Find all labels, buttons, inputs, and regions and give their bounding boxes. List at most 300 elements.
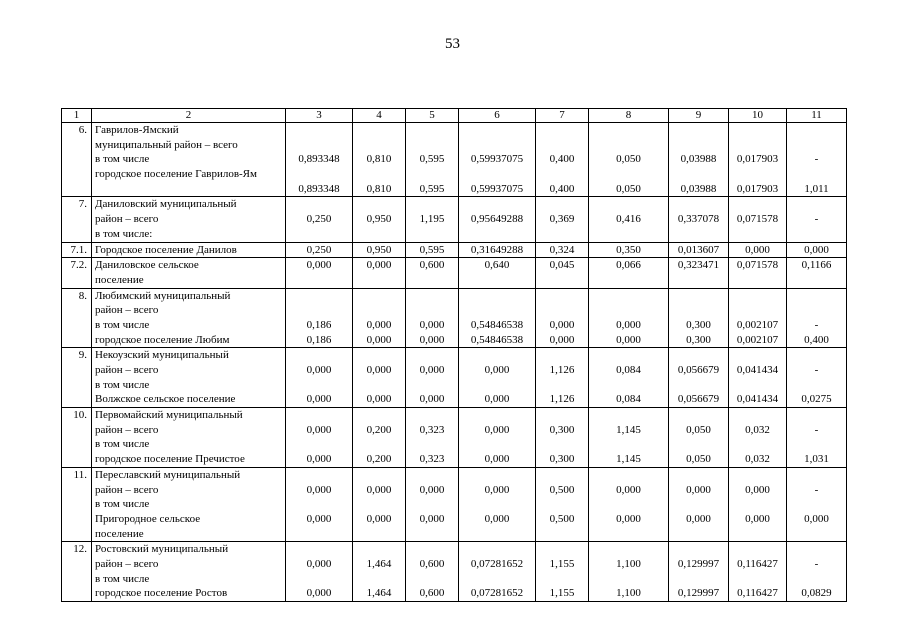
value-cell-col-3 <box>286 408 353 468</box>
name-line: Пригородное сельское <box>95 512 201 525</box>
value-cell-col-7 <box>536 348 589 408</box>
value-line <box>538 408 586 423</box>
value-line <box>461 123 533 138</box>
value-line <box>789 542 844 557</box>
value-line <box>671 227 726 242</box>
value-line: 0,000 <box>484 512 510 525</box>
value-line <box>671 348 726 363</box>
value-line: 0,54846538 <box>470 318 524 331</box>
value-line <box>538 289 586 304</box>
value-cell-col-11 <box>787 123 847 197</box>
value-line <box>731 378 784 393</box>
name-line: Первомайский муниципальный <box>95 409 243 422</box>
value-line <box>461 408 533 423</box>
value-line <box>731 227 784 242</box>
value-cell-col-7 <box>536 197 589 242</box>
value-line: 0,595 <box>419 243 445 256</box>
value-line <box>461 273 533 288</box>
value-line: 0,041434 <box>736 393 779 406</box>
value-line <box>671 167 726 182</box>
value-line: 0,000 <box>366 259 392 272</box>
value-cell-col-9 <box>669 467 729 541</box>
value-cell-col-3 <box>286 123 353 197</box>
table-row <box>62 258 847 288</box>
value-line <box>591 167 666 182</box>
value-line: 0,0275 <box>801 393 832 406</box>
value-line: 0,032 <box>745 423 770 436</box>
value-line <box>671 273 726 288</box>
value-cell-col-9 <box>669 242 729 258</box>
row-name <box>92 242 286 258</box>
column-header: 10 <box>729 109 787 123</box>
value-line: 0,045 <box>549 259 575 272</box>
value-line: 0,03988 <box>680 153 717 166</box>
value-line: 0,050 <box>686 423 711 436</box>
value-line: 0,600 <box>419 557 445 570</box>
value-line <box>538 273 586 288</box>
value-line <box>591 542 666 557</box>
value-cell-col-10 <box>729 542 787 602</box>
value-cell-col-3 <box>286 542 353 602</box>
value-line <box>408 123 456 138</box>
value-line <box>538 197 586 212</box>
name-line: Даниловский муниципальный <box>95 198 237 211</box>
value-line: 0,000 <box>419 318 445 331</box>
value-line <box>461 303 533 318</box>
row-number: 9. <box>62 348 92 408</box>
value-line: 0,000 <box>804 243 829 256</box>
value-line: 0,000 <box>419 364 445 377</box>
value-cell-col-3 <box>286 288 353 348</box>
value-cell-col-10 <box>729 408 787 468</box>
value-line <box>671 572 726 587</box>
value-line <box>538 138 586 153</box>
value-line: 0,050 <box>686 453 711 466</box>
value-line: 0,000 <box>306 512 332 525</box>
value-cell-col-5 <box>406 467 459 541</box>
value-line <box>355 273 403 288</box>
value-line <box>288 123 350 138</box>
value-line <box>355 378 403 393</box>
value-line: 1,100 <box>616 557 641 570</box>
value-line: 0,000 <box>616 318 641 331</box>
value-line <box>671 468 726 483</box>
row-name <box>92 348 286 408</box>
value-line <box>538 542 586 557</box>
value-line: 0,000 <box>419 333 445 346</box>
column-header: 6 <box>459 109 536 123</box>
value-cell-col-10 <box>729 197 787 242</box>
table-row <box>62 542 847 602</box>
value-line: 0,050 <box>616 182 641 195</box>
value-line: 0,400 <box>549 182 575 195</box>
value-line: 0,03988 <box>680 182 717 195</box>
value-line: 0,000 <box>549 333 575 346</box>
value-line <box>789 138 844 153</box>
value-line: 1,464 <box>366 587 392 600</box>
value-line: 0,017903 <box>736 153 779 166</box>
value-cell-col-8 <box>589 197 669 242</box>
value-line: 0,000 <box>366 333 392 346</box>
value-cell-col-3 <box>286 258 353 288</box>
value-line <box>671 408 726 423</box>
row-number: 10. <box>62 408 92 468</box>
value-line <box>591 197 666 212</box>
value-line <box>538 303 586 318</box>
value-line: 0,000 <box>366 393 392 406</box>
value-line <box>288 227 350 242</box>
value-line <box>789 572 844 587</box>
name-line: в том числе <box>95 153 150 166</box>
value-cell-col-5 <box>406 408 459 468</box>
value-cell-col-11 <box>787 197 847 242</box>
value-line <box>461 542 533 557</box>
value-cell-col-8 <box>589 288 669 348</box>
value-cell-col-11 <box>787 408 847 468</box>
row-number: 7.2. <box>62 258 92 288</box>
value-line <box>671 437 726 452</box>
value-cell-col-4 <box>353 542 406 602</box>
value-line <box>355 542 403 557</box>
value-line: 0,000 <box>306 259 332 272</box>
value-line: 0,59937075 <box>470 182 524 195</box>
value-line: 0,000 <box>616 333 641 346</box>
value-cell-col-5 <box>406 197 459 242</box>
value-line <box>591 289 666 304</box>
name-line: район – всего <box>95 213 159 226</box>
value-line: - <box>814 318 819 331</box>
column-header: 11 <box>787 109 847 123</box>
value-cell-col-9 <box>669 542 729 602</box>
column-header: 4 <box>353 109 406 123</box>
value-line <box>591 273 666 288</box>
value-line <box>408 572 456 587</box>
value-line: 0,595 <box>419 182 445 195</box>
value-line: 0,000 <box>306 453 332 466</box>
value-line <box>789 348 844 363</box>
value-line <box>355 527 403 542</box>
value-line: 0,000 <box>306 364 332 377</box>
row-name <box>92 542 286 602</box>
value-line: 1,155 <box>549 557 575 570</box>
name-line: городское поселение Гаврилов-Ям <box>95 168 257 181</box>
value-line <box>538 227 586 242</box>
value-line: 0,000 <box>484 483 510 496</box>
value-line <box>538 123 586 138</box>
table-body <box>62 109 847 602</box>
value-line: 0,950 <box>366 243 392 256</box>
value-line: 0,000 <box>419 483 445 496</box>
value-cell-col-4 <box>353 242 406 258</box>
value-line <box>288 527 350 542</box>
value-line: 0,000 <box>306 423 332 436</box>
value-line <box>538 437 586 452</box>
row-name <box>92 408 286 468</box>
value-line <box>731 468 784 483</box>
value-line <box>789 197 844 212</box>
value-line: 0,032 <box>745 453 770 466</box>
value-line: 0,002107 <box>736 333 779 346</box>
value-cell-col-10 <box>729 467 787 541</box>
value-line: 0,323471 <box>677 259 720 272</box>
value-line <box>461 468 533 483</box>
value-line <box>408 527 456 542</box>
value-line: 0,07281652 <box>470 557 524 570</box>
value-line: 0,084 <box>616 393 641 406</box>
value-line: 0,000 <box>686 512 711 525</box>
value-line <box>408 468 456 483</box>
value-cell-col-7 <box>536 288 589 348</box>
value-line: 0,056679 <box>677 393 720 406</box>
value-line <box>591 138 666 153</box>
value-line <box>408 497 456 512</box>
value-line <box>731 123 784 138</box>
value-line: 0,337078 <box>677 213 720 226</box>
value-line: 0,810 <box>366 182 392 195</box>
value-line <box>355 289 403 304</box>
value-line <box>789 527 844 542</box>
row-name <box>92 288 286 348</box>
value-line: 0,000 <box>616 483 641 496</box>
value-line <box>671 138 726 153</box>
column-header: 7 <box>536 109 589 123</box>
value-line: 0,071578 <box>736 213 779 226</box>
value-line <box>731 303 784 318</box>
value-cell-col-7 <box>536 467 589 541</box>
value-line: 0,002107 <box>736 318 779 331</box>
value-line <box>789 437 844 452</box>
name-line: поселение <box>95 273 144 286</box>
value-cell-col-11 <box>787 348 847 408</box>
value-line <box>591 123 666 138</box>
value-cell-col-3 <box>286 467 353 541</box>
value-line: 0,500 <box>549 483 575 496</box>
value-line <box>731 572 784 587</box>
value-line: 1,145 <box>616 453 641 466</box>
table-row <box>62 408 847 468</box>
value-cell-col-8 <box>589 258 669 288</box>
value-cell-col-8 <box>589 467 669 541</box>
value-line <box>731 348 784 363</box>
value-line <box>671 303 726 318</box>
value-cell-col-6 <box>459 542 536 602</box>
value-line <box>789 123 844 138</box>
name-line: Городское поселение Данилов <box>95 243 237 256</box>
value-cell-col-4 <box>353 288 406 348</box>
name-line: Гаврилов-Ямский <box>95 124 179 136</box>
value-line <box>591 527 666 542</box>
value-line <box>355 227 403 242</box>
value-cell-col-6 <box>459 242 536 258</box>
value-line: 0,000 <box>306 557 332 570</box>
value-line <box>591 408 666 423</box>
value-cell-col-6 <box>459 288 536 348</box>
value-line: 0,59937075 <box>470 153 524 166</box>
value-line <box>789 289 844 304</box>
value-line: 0,017903 <box>736 182 779 195</box>
value-cell-col-7 <box>536 123 589 197</box>
value-cell-col-11 <box>787 467 847 541</box>
row-number: 7. <box>62 197 92 242</box>
value-line <box>288 572 350 587</box>
row-number: 7.1. <box>62 242 92 258</box>
value-cell-col-4 <box>353 123 406 197</box>
value-line: 1,195 <box>419 213 445 226</box>
value-line <box>461 497 533 512</box>
value-cell-col-4 <box>353 348 406 408</box>
value-line <box>288 303 350 318</box>
value-line <box>408 437 456 452</box>
value-line: 1,031 <box>804 453 829 466</box>
table-header-row <box>62 109 847 123</box>
value-line: 0,186 <box>306 333 332 346</box>
name-line: муниципальный район – всего <box>95 138 238 151</box>
value-line: 0,116427 <box>737 587 778 600</box>
value-line: 0,041434 <box>736 364 779 377</box>
value-line <box>461 227 533 242</box>
table-row <box>62 123 847 197</box>
value-line: 0,000 <box>366 318 392 331</box>
value-line: 0,000 <box>366 364 392 377</box>
value-line: 0,013607 <box>677 243 720 256</box>
name-line: район – всего <box>95 423 159 436</box>
table-row <box>62 288 847 348</box>
table-row <box>62 197 847 242</box>
value-line <box>671 289 726 304</box>
value-line: 0,95649288 <box>470 213 524 226</box>
value-line <box>288 542 350 557</box>
value-line <box>408 138 456 153</box>
value-line: 0,000 <box>306 393 332 406</box>
value-line <box>671 123 726 138</box>
value-line: 0,950 <box>366 213 392 226</box>
value-line <box>538 497 586 512</box>
value-line <box>288 437 350 452</box>
table-row <box>62 467 847 541</box>
row-name <box>92 467 286 541</box>
value-line <box>789 273 844 288</box>
value-line: - <box>814 557 819 570</box>
value-line <box>408 227 456 242</box>
row-number: 11. <box>62 467 92 541</box>
value-cell-col-11 <box>787 242 847 258</box>
value-cell-col-11 <box>787 258 847 288</box>
value-line: 0,000 <box>804 512 829 525</box>
value-line <box>731 408 784 423</box>
value-line <box>461 197 533 212</box>
value-cell-col-10 <box>729 288 787 348</box>
value-line <box>731 527 784 542</box>
value-line: 0,000 <box>306 587 332 600</box>
value-line: 0,1166 <box>801 259 832 272</box>
value-line: - <box>814 423 819 436</box>
value-cell-col-5 <box>406 288 459 348</box>
name-line: Переславский муниципальный <box>95 468 241 481</box>
value-line: 0,000 <box>549 318 575 331</box>
table-row <box>62 242 847 258</box>
value-line <box>408 348 456 363</box>
value-line <box>591 572 666 587</box>
name-line: в том числе <box>95 378 150 391</box>
value-cell-col-6 <box>459 408 536 468</box>
name-line: в том числе <box>95 438 150 451</box>
value-line: - <box>814 483 819 496</box>
value-cell-col-6 <box>459 348 536 408</box>
value-line <box>538 468 586 483</box>
value-cell-col-9 <box>669 288 729 348</box>
row-number: 6. <box>62 123 92 197</box>
value-line: 0,000 <box>745 243 770 256</box>
value-line: 0,000 <box>484 453 510 466</box>
value-line: 0,116427 <box>737 557 778 570</box>
value-line: 0,07281652 <box>470 587 524 600</box>
value-cell-col-3 <box>286 348 353 408</box>
value-line <box>288 468 350 483</box>
value-cell-col-10 <box>729 258 787 288</box>
value-line <box>789 378 844 393</box>
name-line: Даниловское сельское <box>95 259 199 272</box>
row-name <box>92 123 286 197</box>
name-line: в том числе <box>95 318 150 331</box>
value-line: - <box>814 153 819 166</box>
value-line: 0,000 <box>419 512 445 525</box>
value-line <box>355 123 403 138</box>
value-line <box>408 303 456 318</box>
value-line: 0,600 <box>419 587 445 600</box>
value-line <box>789 167 844 182</box>
value-line: 1,100 <box>616 587 641 600</box>
name-line: район – всего <box>95 364 159 377</box>
value-line <box>355 468 403 483</box>
value-line: 0,000 <box>745 512 770 525</box>
value-line <box>461 289 533 304</box>
value-line <box>789 468 844 483</box>
value-line: 0,000 <box>484 423 510 436</box>
value-line: 1,126 <box>549 364 575 377</box>
value-line: 1,145 <box>616 423 641 436</box>
value-line: 0,129997 <box>677 557 720 570</box>
value-line <box>408 378 456 393</box>
value-line <box>538 572 586 587</box>
name-line: Любимский муниципальный <box>95 289 231 302</box>
value-cell-col-6 <box>459 258 536 288</box>
value-line: 1,011 <box>804 182 829 195</box>
value-cell-col-5 <box>406 123 459 197</box>
value-line: 0,350 <box>616 243 641 256</box>
value-line: 0,000 <box>484 393 510 406</box>
value-line <box>461 167 533 182</box>
value-line <box>288 497 350 512</box>
value-line <box>461 348 533 363</box>
name-line: городское поселение Пречистое <box>95 453 245 466</box>
value-cell-col-3 <box>286 197 353 242</box>
value-cell-col-11 <box>787 288 847 348</box>
value-line <box>789 497 844 512</box>
value-line <box>461 527 533 542</box>
value-line: 0,000 <box>484 364 510 377</box>
value-line: 0,640 <box>484 259 510 272</box>
value-line <box>789 408 844 423</box>
value-line <box>408 273 456 288</box>
name-line: в том числе: <box>95 227 153 240</box>
value-line <box>408 167 456 182</box>
value-cell-col-7 <box>536 408 589 468</box>
value-line <box>591 497 666 512</box>
value-cell-col-8 <box>589 408 669 468</box>
value-line <box>461 378 533 393</box>
value-line: 0,600 <box>419 259 445 272</box>
value-cell-col-3 <box>286 242 353 258</box>
